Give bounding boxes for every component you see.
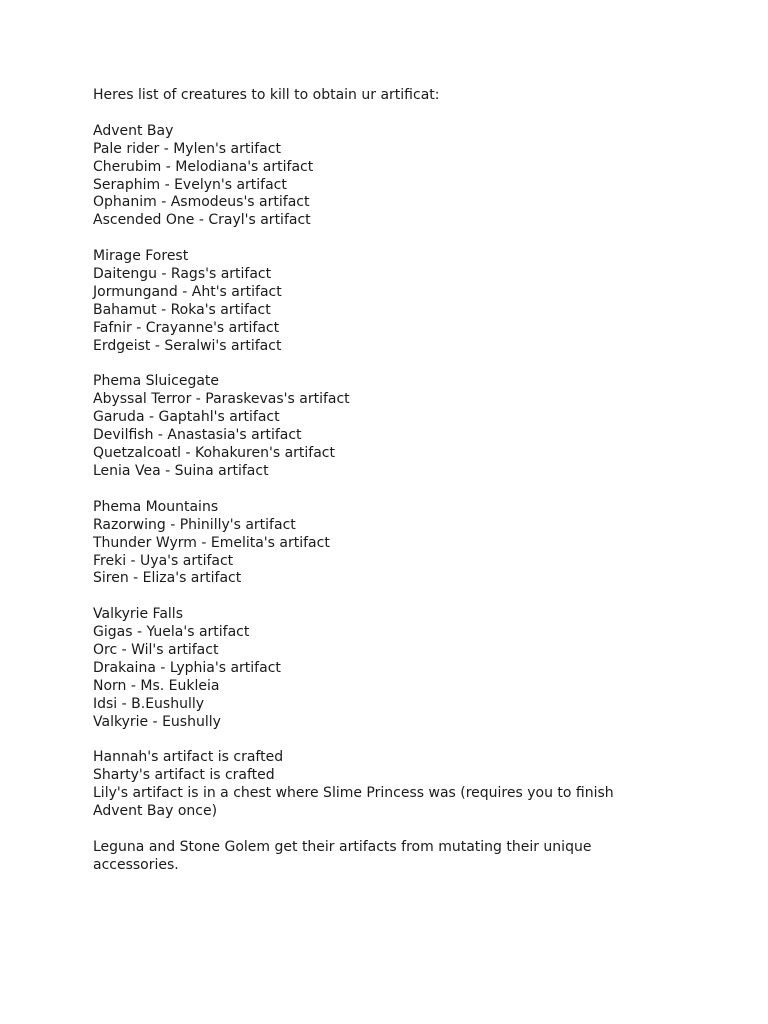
spacer [93,230,653,248]
section-heading: Phema Sluicegate [93,373,220,390]
section-heading: Phema Mountains [93,498,219,515]
section-phema-sluicegate [93,373,653,480]
lily-note-line: Advent Bay once) [93,803,218,820]
list-item: Lenia Vea - Suina artifact [93,462,269,479]
section-heading: Advent Bay [93,122,174,139]
section-advent-bay [93,123,653,230]
section-crafted-notes [93,749,653,821]
spacer [93,481,653,499]
list-item: Drakaina - Lyphia's artifact [93,659,281,676]
section-heading: Mirage Forest [93,248,189,265]
document-page [93,87,653,875]
note-line: Hannah's artifact is crafted [93,749,284,766]
list-item: Abyssal Terror - Paraskevas's artifact [93,391,350,408]
intro-text: Heres list of creatures to kill to obtain ur artificat: [93,87,440,103]
spacer [93,821,653,839]
list-item: Erdgeist - Seralwi's artifact [93,337,282,354]
spacer [93,732,653,750]
list-item: Devilfish - Anastasia's artifact [93,427,302,444]
lily-note-line: Lily's artifact is in a chest where Slime Princess was (requires you to finish [93,785,614,802]
section-closing-note [93,839,653,875]
section-mirage-forest [93,248,653,355]
spacer [93,356,653,374]
list-item: Bahamut - Roka's artifact [93,301,271,318]
list-item: Razorwing - Phinilly's artifact [93,516,296,533]
note-line: Sharty's artifact is crafted [93,767,275,784]
list-item: Seraphim - Evelyn's artifact [93,176,287,193]
section-valkyrie-falls [93,606,653,731]
list-item: Siren - Eliza's artifact [93,570,242,587]
spacer [93,105,653,123]
list-item: Fafnir - Crayanne's artifact [93,319,280,336]
list-item: Jormungand - Aht's artifact [93,283,282,300]
list-item: Quetzalcoatl - Kohakuren's artifact [93,445,335,462]
list-item: Garuda - Gaptahl's artifact [93,409,280,426]
list-item: Daitengu - Rags's artifact [93,266,272,283]
section-heading: Valkyrie Falls [93,606,183,623]
list-item: Ascended One - Crayl's artifact [93,212,311,229]
list-item: Thunder Wyrm - Emelita's artifact [93,534,330,551]
list-item: Pale rider - Mylen's artifact [93,140,281,157]
list-item: Ophanim - Asmodeus's artifact [93,194,310,211]
list-item: Idsi - B.Eushully [93,695,205,712]
closing-note-line: Leguna and Stone Golem get their artifacts from mutating their unique [93,838,592,855]
list-item: Gigas - Yuela's artifact [93,624,250,641]
list-item: Cherubim - Melodiana's artifact [93,158,314,175]
list-item: Orc - Wil's artifact [93,642,219,659]
list-item: Valkyrie - Eushully [93,713,221,730]
spacer [93,588,653,606]
list-item: Freki - Uya's artifact [93,552,234,569]
list-item: Norn - Ms. Eukleia [93,677,220,694]
section-phema-mountains [93,499,653,589]
closing-note-line: accessories. [93,856,179,873]
